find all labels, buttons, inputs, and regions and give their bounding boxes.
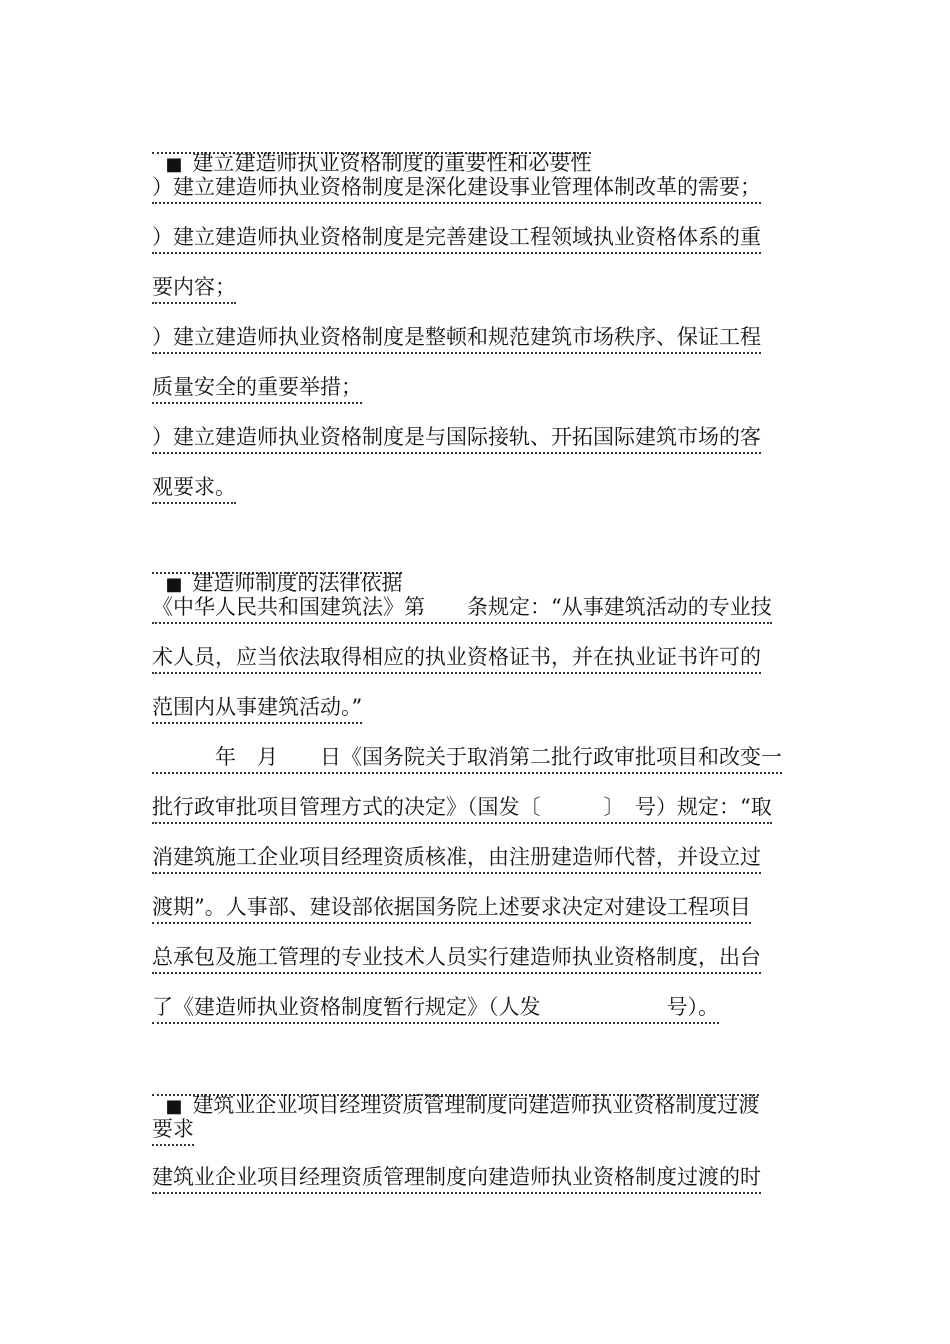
paragraph-line: 渡期”。人事部、建设部依据国务院上述要求决定对建设工程项目 bbox=[152, 894, 751, 924]
paragraph-line: ）建立建造师执业资格制度是完善建设工程领域执业资格体系的重 bbox=[152, 224, 761, 254]
paragraph-line: 观要求。 bbox=[152, 474, 236, 504]
paragraph-line: ）建立建造师执业资格制度是整顿和规范建筑市场秩序、保证工程 bbox=[152, 324, 761, 354]
paragraph-line: ）建立建造师执业资格制度是与国际接轨、开拓国际建筑市场的客 bbox=[152, 424, 761, 454]
square-bullet-icon: ■ bbox=[165, 154, 183, 175]
paragraph-line: 术人员，应当依法取得相应的执业资格证书，并在执业证书许可的 bbox=[152, 644, 761, 674]
paragraph-line: 建筑业企业项目经理资质管理制度向建造师执业资格制度过渡的时 bbox=[152, 1164, 761, 1194]
paragraph-line: ）建立建造师执业资格制度是深化建设事业管理体制改革的需要； bbox=[152, 174, 761, 204]
paragraph-line: 总承包及施工管理的专业技术人员实行建造师执业资格制度，出台 bbox=[152, 944, 761, 974]
square-bullet-icon: ■ bbox=[165, 574, 183, 595]
section-heading-transition bbox=[152, 1066, 760, 1117]
paragraph-line: 范围内从事建筑活动。” bbox=[152, 694, 362, 724]
heading-text: 建筑业企业项目经理资质管理制度向建造师执业资格制度过渡 bbox=[192, 1093, 760, 1117]
section-heading-legal-basis bbox=[152, 544, 403, 595]
heading-text: 建立建造师执业资格制度的重要性和必要性 bbox=[192, 151, 592, 175]
section-heading-importance bbox=[152, 124, 592, 175]
paragraph-line: 消建筑施工企业项目经理资质核准，由注册建造师代替，并设立过 bbox=[152, 844, 761, 874]
heading-text: 建造师制度的法律依据 bbox=[192, 571, 403, 595]
paragraph-line: 了《建造师执业资格制度暂行规定》（人发 号）。 bbox=[152, 994, 719, 1024]
square-bullet-icon: ■ bbox=[165, 1096, 183, 1117]
paragraph-line: 《中华人民共和国建筑法》第 条规定：“从事建筑活动的专业技 bbox=[152, 594, 772, 624]
paragraph-line: 批行政审批项目管理方式的决定》（国发〔 〕 号）规定：“取 bbox=[152, 794, 772, 824]
paragraph-line: 要内容； bbox=[152, 274, 236, 304]
paragraph-line: 年 月 日《国务院关于取消第二批行政审批项目和改变一 bbox=[152, 744, 782, 774]
heading-continuation: 要求 bbox=[152, 1116, 194, 1146]
paragraph-line: 质量安全的重要举措； bbox=[152, 374, 362, 404]
